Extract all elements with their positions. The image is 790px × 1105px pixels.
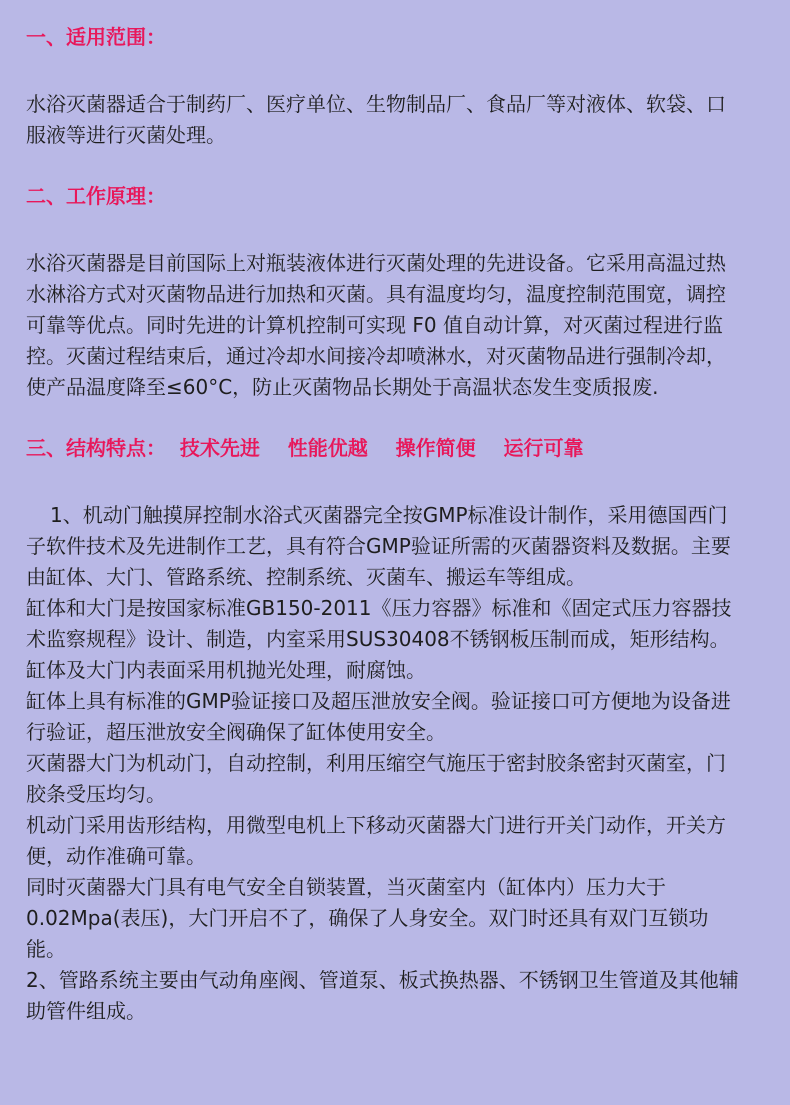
section-body-scope: 水浴灭菌器适合于制药厂、医疗单位、生物制品厂、食品厂等对液体、软袋、口服液等进行灭菌处理。 [26, 92, 726, 147]
feature-paragraph: 1、机动门触摸屏控制水浴式灭菌器完全按GMP标准设计制作，采用德国西门子软件技术及先进制作工艺，具有符合GMP验证所需的灭菌器资料及数据。主要由缸体、大门、管路系统、控制系统、灭菌车、搬运车等组成。 [26, 503, 731, 589]
section-body-principle: 水浴灭菌器是目前国际上对瓶装液体进行灭菌处理的先进设备。它采用高温过热水淋浴方式对灭菌物品进行加热和灭菌。具有温度均匀，温度控制范围宽，调控可靠等优点。同时先进的计算机控制可实现 F0 值自动计算，对灭菌过程进行监控。灭菌过程结束后，通过冷却水间接冷却喷淋水，对灭菌物品进行强制冷却，使产品温度降至≤60°C，防止灭菌物品长期处于高温状态发生变质报废. [26, 251, 726, 399]
feature-paragraph: 缸体上具有标准的GMP验证接口及超压泄放安全阀。验证接口可方便地为设备进行验证，超压泄放安全阀确保了缸体使用安全。 [26, 689, 731, 744]
feature-paragraph: 机动门采用齿形结构，用微型电机上下移动灭菌器大门进行开关门动作，开关方便，动作准确可靠。 [26, 813, 726, 868]
section-heading-scope: 一、适用范围： [26, 25, 166, 49]
feature-paragraph: 缸体及大门内表面采用机抛光处理，耐腐蚀。 [26, 658, 426, 682]
feature-paragraph: 同时灭菌器大门具有电气安全自锁装置，当灭菌室内（缸体内）压力大于0.02Mpa(表压)，大门开启不了，确保了人身安全。双门时还具有双门互锁功能。 [26, 875, 709, 961]
feature-paragraph: 2、管路系统主要由气动角座阀、管道泵、板式换热器、不锈钢卫生管道及其他辅助管件组成。 [26, 968, 739, 1023]
feature-paragraph: 缸体和大门是按国家标准GB150-2011《压力容器》标准和《固定式压力容器技术监察规程》设计、制造，内室采用SUS30408不锈钢板压制而成，矩形结构。 [26, 596, 732, 651]
section-heading-features: 三、结构特点： 技术先进 性能优越 操作简便 运行可靠 [26, 436, 584, 460]
section-heading-principle: 二、工作原理： [26, 184, 166, 208]
feature-paragraph: 灭菌器大门为机动门，自动控制，利用压缩空气施压于密封胶条密封灭菌室，门胶条受压均匀。 [26, 751, 726, 806]
